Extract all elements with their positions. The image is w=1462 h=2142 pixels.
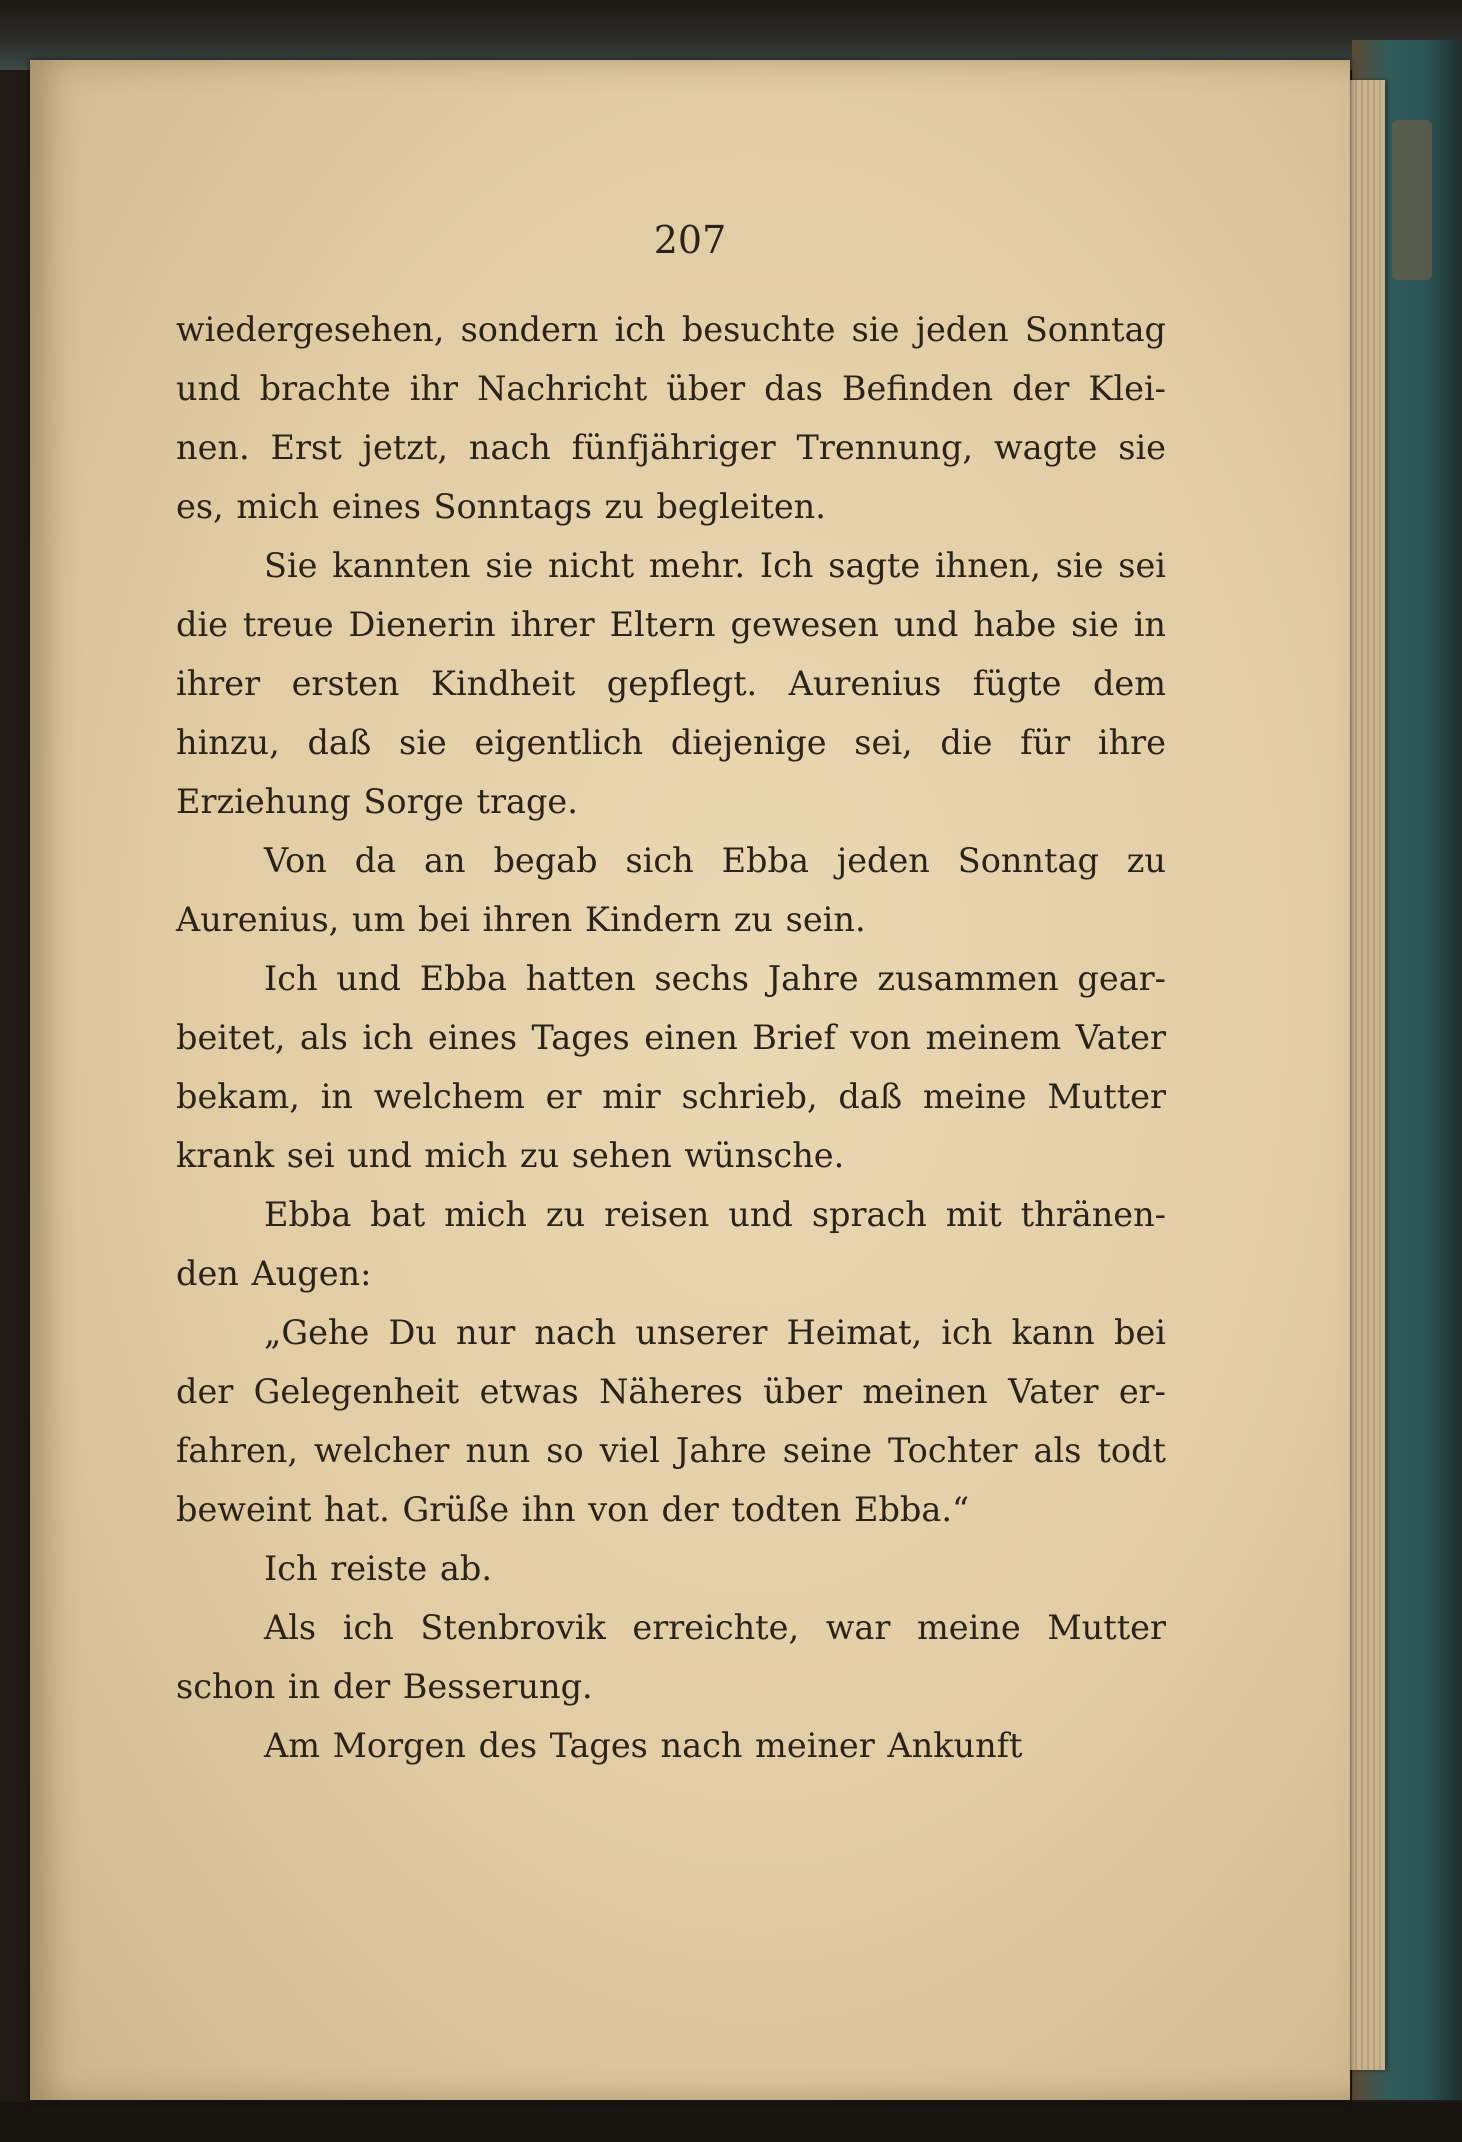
paragraph: „Gehe Du nur nach unserer Heimat, ich kann bei der Gelegenheit etwas Näheres über meinen Vater er-fahren, welcher nun so viel Jahre seine Tochter als todt beweint hat. Grüße ihn von der todten Ebba.“ xyxy=(176,1313,1166,1529)
page-number: 207 xyxy=(653,218,727,262)
book-cover-bottom xyxy=(0,2102,1462,2142)
book-page xyxy=(30,60,1350,2100)
paragraph: Von da an begab sich Ebba jeden Sonntag zu Aurenius, um bei ihren Kindern zu sein. xyxy=(176,841,1166,939)
paragraph: Ebba bat mich zu reisen und sprach mit thränen-den Augen: xyxy=(176,1195,1166,1293)
paragraph: Ich reiste ab. xyxy=(264,1549,492,1588)
cover-wear-patch xyxy=(1392,120,1432,280)
body-text xyxy=(176,300,1166,1775)
paragraph: Ich und Ebba hatten sechs Jahre zusammen gear-beitet, als ich eines Tages einen Brief von meinem Vater bekam, in welchem er mir schrieb, daß meine Mutter krank sei und mich zu sehen wünsche. xyxy=(176,959,1166,1175)
paragraph: Am Morgen des Tages nach meiner Ankunft xyxy=(264,1726,1023,1765)
paragraph: Als ich Stenbrovik erreichte, war meine Mutter schon in der Besserung. xyxy=(176,1608,1166,1706)
paragraph: wiedergesehen, sondern ich besuchte sie jeden Sonntag und brachte ihr Nachricht über das Befinden der Klei-nen. Erst jetzt, nach fünfjähriger Trennung, wagte sie es, mich eines Sonntags zu begleiten. xyxy=(176,310,1166,526)
paragraph: Sie kannten sie nicht mehr. Ich sagte ihnen, sie sei die treue Dienerin ihrer Eltern gewesen und habe sie in ihrer ersten Kindheit gepflegt. Aurenius fügte dem hinzu, daß sie eigentlich diejenige sei, die für ihre Erziehung Sorge trage. xyxy=(176,546,1166,821)
